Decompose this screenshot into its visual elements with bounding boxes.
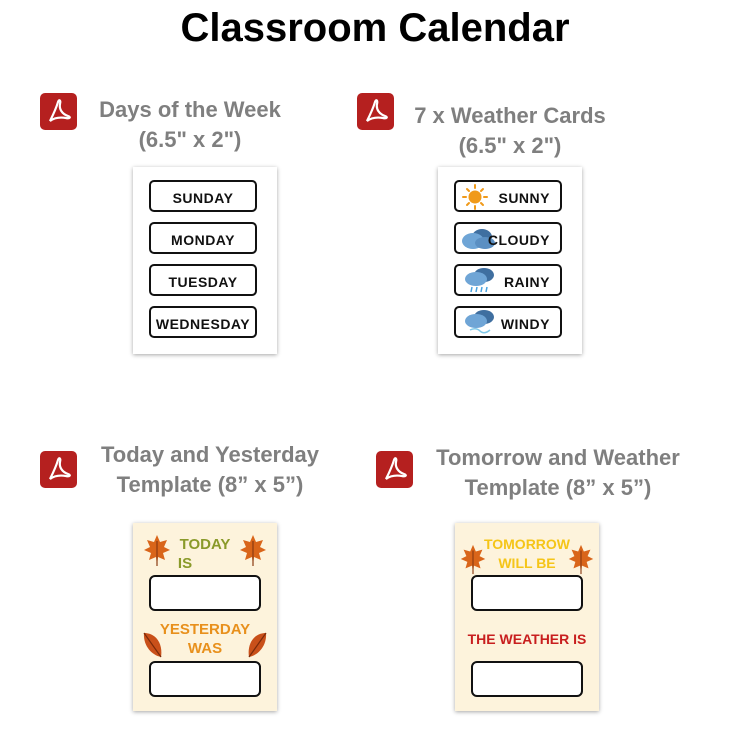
- weather-card-label: WINDY: [500, 316, 550, 332]
- weather-card-label: RAINY: [503, 274, 550, 290]
- weather-label-line1: 7 x Weather Cards: [414, 103, 606, 128]
- tomorrow-label-line2: Template (8” x 5”): [464, 475, 652, 500]
- pdf-icon: [40, 451, 77, 488]
- pdf-icon: [357, 93, 394, 130]
- tomorrow-section-label: [418, 443, 698, 503]
- yesterday-heading-line1: YESTERDAY: [159, 621, 251, 638]
- page-title: Classroom Calendar: [180, 6, 570, 50]
- today-label-line1: Today and Yesterday: [100, 442, 320, 467]
- today-yesterday-template: [133, 523, 277, 711]
- day-card-label: SUNDAY: [172, 190, 234, 206]
- day-card: [149, 180, 257, 212]
- today-heading-line1: TODAY: [179, 536, 231, 553]
- yesterday-heading-line2: WAS: [187, 640, 223, 657]
- weather-card: [454, 264, 562, 296]
- tomorrow-heading-line1: TOMORROW: [483, 536, 571, 552]
- today-heading: [133, 535, 277, 573]
- tomorrow-label-line1: Tomorrow and Weather: [436, 445, 680, 470]
- pdf-icon: [376, 451, 413, 488]
- weather-heading: THE WEATHER IS: [467, 631, 587, 647]
- today-label-line2: Template (8” x 5”): [116, 472, 304, 497]
- weather-section-label: [400, 101, 620, 161]
- weather-card: [454, 180, 562, 212]
- days-label-line2: (6.5" x 2"): [138, 127, 242, 152]
- day-card: [149, 264, 257, 296]
- weather-card: [454, 222, 562, 254]
- weather-label-line2: (6.5" x 2"): [458, 133, 562, 158]
- day-card: [149, 306, 257, 338]
- tomorrow-heading-line2: WILL BE: [498, 555, 556, 571]
- day-card-label: MONDAY: [171, 232, 235, 248]
- day-card: [149, 222, 257, 254]
- today-write-box: [149, 575, 261, 611]
- day-card-label: WEDNESDAY: [155, 316, 251, 332]
- weather-write-box: [471, 661, 583, 697]
- weather-card: [454, 306, 562, 338]
- sun-icon: [460, 184, 490, 210]
- pdf-icon: [40, 93, 77, 130]
- tomorrow-weather-template: [455, 523, 599, 711]
- weather-card-label: CLOUDY: [487, 232, 550, 248]
- today-section-label: [85, 440, 335, 500]
- days-section-label: [85, 95, 295, 155]
- today-heading-line2: IS: [177, 555, 193, 572]
- tomorrow-write-box: [471, 575, 583, 611]
- weather-card-label: SUNNY: [498, 190, 550, 206]
- yesterday-heading: [133, 620, 277, 658]
- rain-cloud-icon: [460, 266, 500, 294]
- day-card-label: TUESDAY: [168, 274, 238, 290]
- days-sheet: [133, 167, 277, 354]
- tomorrow-heading: [455, 535, 599, 573]
- weather-sheet: [438, 167, 582, 354]
- days-label-line1: Days of the Week: [99, 97, 281, 122]
- wind-cloud-icon: [460, 308, 500, 336]
- yesterday-write-box: [149, 661, 261, 697]
